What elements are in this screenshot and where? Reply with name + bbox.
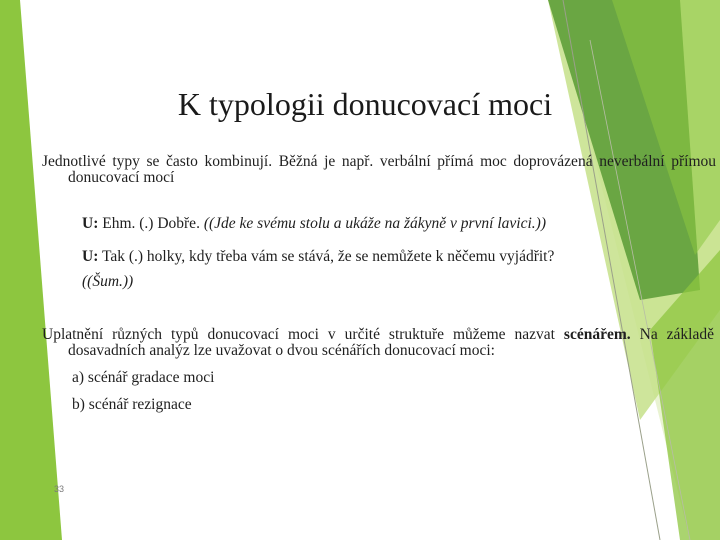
option-a: a) scénář gradace moci: [72, 369, 215, 386]
speaker-label: U:: [82, 215, 99, 232]
intro-paragraph: Jednotlivé typy se často kombinují. Běžná je např. verbální přímá moc doprovázená neverbální přímou donucovací mocí: [42, 153, 716, 186]
example-text: Ehm. (.) Dobře.: [98, 215, 204, 232]
option-b: b) scénář rezignace: [72, 396, 192, 413]
scenario-text-start: Uplatnění různých typů donucovací moci v určité struktuře můžeme nazvat: [42, 326, 564, 343]
scenario-text-end: Na základě dosavadních analýz lze uvažovat o dvou scénářích donucovací moci:: [68, 326, 714, 359]
slide-title: K typologii donucovací moci: [177, 86, 553, 122]
example-note-2: ((Šum.)): [82, 273, 134, 290]
page-number: 33: [54, 484, 65, 494]
scenario-term: scénářem.: [563, 326, 631, 343]
example-text: Tak (.) holky, kdy třeba vám se stává, že se nemůžete k něčemu vyjádřit?: [98, 248, 555, 265]
example-line-2: [82, 249, 682, 265]
example-line-1: [82, 216, 682, 232]
left-green-triangle: [0, 0, 65, 540]
scenario-paragraph: [42, 327, 714, 359]
example-note: ((Jde ke svému stolu a ukáže na žákyně v první lavici.)): [203, 215, 546, 232]
speaker-label: U:: [82, 248, 99, 265]
